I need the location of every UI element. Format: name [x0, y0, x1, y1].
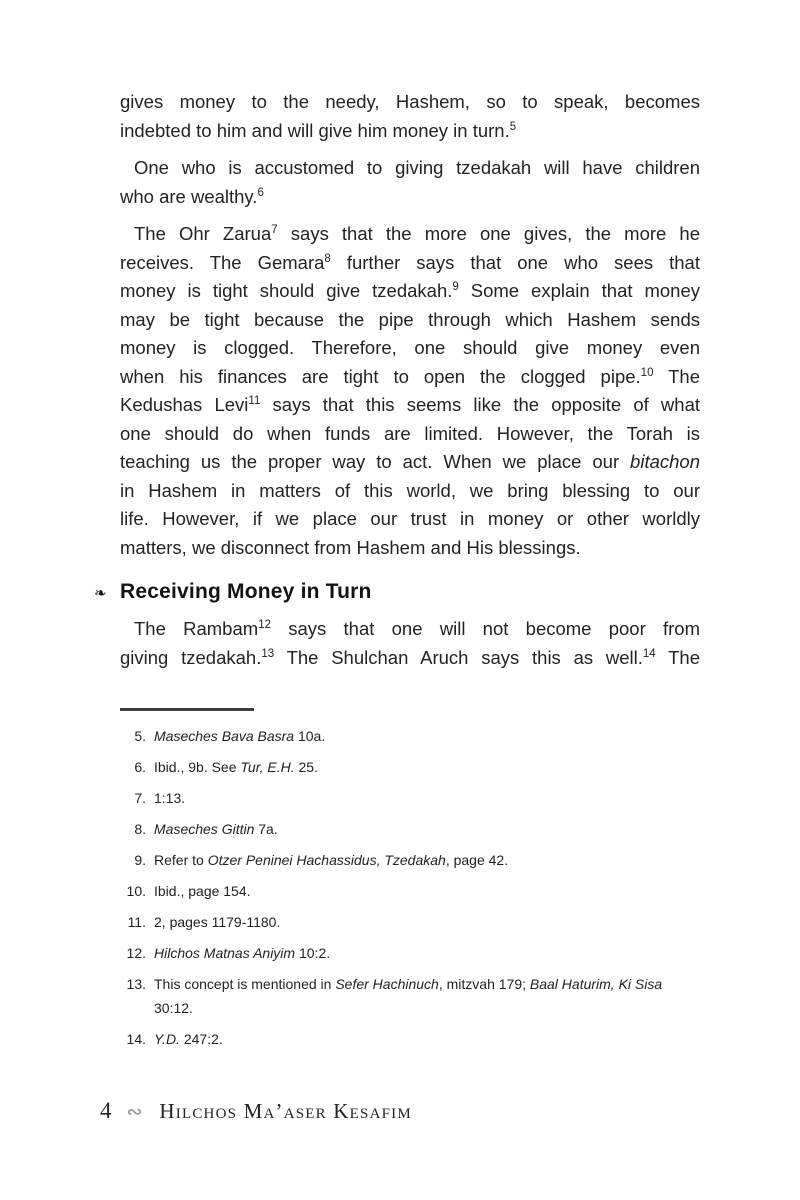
text-line [120, 477, 700, 506]
body-paragraph [120, 220, 700, 562]
footnote-item [120, 941, 712, 965]
footnote-line [154, 786, 185, 810]
text-run: who are wealthy. [120, 185, 258, 207]
footnote-item [120, 972, 712, 1020]
text-run: life. However, if we place our trust in money or other worldly [120, 508, 700, 529]
text-run: The [655, 646, 700, 668]
footnote-ref: 6 [257, 186, 264, 199]
footnote-ref: 12 [258, 618, 271, 631]
footnote-number: 14. [126, 1030, 146, 1047]
footnote-ref: 11 [248, 394, 261, 407]
footnote-number: 8. [134, 820, 146, 837]
text-line [120, 615, 700, 644]
footnote-separator [120, 708, 254, 711]
footnote-ref: 7 [271, 223, 278, 236]
footnote-line [154, 724, 325, 748]
footnote-number: 12. [126, 944, 146, 961]
text-line [120, 220, 700, 249]
text-run: receives. The Gemara [120, 251, 325, 273]
footnote-text [154, 755, 318, 779]
text-line [120, 277, 700, 306]
text-line [120, 306, 700, 335]
footnote-item [120, 786, 712, 810]
swash-ornament-icon: ∾ [126, 1101, 143, 1123]
footnote-item [120, 817, 712, 841]
text-line [120, 505, 700, 534]
footnote-number: 5. [134, 727, 146, 744]
footnote-line [154, 996, 662, 1020]
text-run: The [653, 365, 701, 387]
italic-text: Maseches Gittin [154, 820, 255, 837]
text-line [120, 249, 700, 278]
footnote-line [154, 941, 330, 965]
text-line [120, 183, 700, 212]
italic-text: Sefer Hachinuch [335, 975, 439, 992]
footnote-ref: 8 [324, 252, 331, 265]
text-line [120, 88, 700, 117]
footnote-text [154, 879, 251, 903]
text-run: in Hashem in matters of this world, we bring blessing to our [120, 479, 700, 501]
text-line [120, 644, 700, 673]
italic-text: Hilchos Matnas Aniyim [154, 944, 296, 961]
text-run: matters, we disconnect from Hashem and His blessings. [120, 536, 581, 558]
footnote-line [154, 848, 508, 872]
text-run: money is clogged. Therefore, one should give money even [120, 337, 700, 358]
text-run: 10a. [294, 727, 326, 744]
text-run: Some explain that money [458, 280, 700, 301]
page-number: 4 [100, 1098, 112, 1123]
text-run: Ibid., page 154. [154, 882, 251, 899]
text-run: one should do when funds are limited. However, the Torah is [120, 422, 700, 444]
footnotes-section [120, 708, 712, 1058]
text-line [120, 117, 700, 146]
text-run: 25. [294, 758, 318, 775]
footnote-line [154, 910, 280, 934]
section-heading: Receiving Money in Turn [120, 580, 372, 603]
footnote-text [154, 817, 278, 841]
footnote-number: 9. [134, 851, 146, 868]
text-run: further says that one who sees that [330, 251, 700, 273]
text-run: indebted to him and will give him money in turn. [120, 119, 510, 141]
footnote-line [154, 879, 251, 903]
footnote-text [154, 972, 662, 1020]
section-heading-row [94, 580, 700, 604]
italic-text: Tur, E.H. [240, 758, 295, 775]
italic-text: bitachon [630, 451, 700, 472]
body-paragraph [120, 615, 700, 672]
footnote-ref: 14 [642, 647, 656, 660]
page-footer [100, 1098, 412, 1124]
text-run: The Shulchan Aruch says this as well. [274, 646, 643, 668]
text-run: One who is accustomed to giving tzedakah will have children [134, 157, 700, 178]
text-run: may be tight because the pipe through which Hashem sends [120, 308, 700, 330]
text-run: says that the more one gives, the more he [277, 223, 700, 244]
book-title: Hilchos Ma’aser Kesafim [159, 1099, 412, 1123]
text-line [120, 363, 700, 392]
footnote-ref: 9 [452, 280, 459, 293]
footnote-line [154, 755, 318, 779]
text-run: Refer to [154, 851, 208, 868]
footnote-line [154, 1027, 223, 1051]
text-line [120, 391, 700, 420]
footnote-number: 7. [134, 789, 146, 806]
text-line [120, 448, 700, 477]
text-run: This concept is mentioned in [154, 975, 336, 992]
footnote-text [154, 724, 325, 748]
text-run: when his finances are tight to open the clogged pipe. [120, 365, 641, 387]
footnote-item [120, 910, 712, 934]
footnote-item [120, 1027, 712, 1051]
footnote-line [154, 972, 662, 996]
text-line [120, 334, 700, 363]
footnote-item [120, 724, 712, 748]
text-run: Ibid., 9b. See [154, 758, 241, 775]
footnote-list [120, 724, 712, 1051]
italic-text: Maseches Bava Basra [154, 727, 295, 744]
text-run: , mitzvah 179; [438, 975, 530, 992]
text-run: 2, pages 1179-1180. [154, 913, 281, 930]
text-run: money is tight should give tzedakah. [120, 280, 453, 301]
footnote-item [120, 755, 712, 779]
text-run: 10:2. [295, 944, 331, 961]
footnote-number: 13. [126, 975, 146, 992]
text-run: , page 42. [445, 851, 509, 868]
fleuron-icon: ❧ [94, 584, 107, 602]
text-line [120, 154, 700, 183]
footnote-text [154, 910, 280, 934]
text-run: 7a. [254, 820, 278, 837]
text-run: 247:2. [179, 1030, 223, 1047]
text-run: The Rambam [134, 618, 259, 639]
text-run: giving tzedakah. [120, 646, 262, 668]
text-run: teaching us the proper way to act. When we place our [120, 451, 631, 472]
footnote-ref: 5 [509, 120, 517, 133]
footnote-line [154, 817, 278, 841]
italic-text: Y.D. [154, 1030, 180, 1047]
body-text [94, 88, 701, 681]
footnote-item [120, 879, 712, 903]
footnote-text [154, 848, 508, 872]
text-run: says that one will not become poor from [270, 618, 700, 639]
italic-text: Baal Haturim, Ki Sisa [529, 975, 663, 992]
footnote-number: 11. [127, 913, 146, 930]
footnote-item [120, 848, 712, 872]
footnote-number: 10. [126, 882, 146, 899]
text-line [120, 420, 700, 449]
text-run: Kedushas Levi [120, 394, 249, 415]
footnote-text [154, 1027, 223, 1051]
text-line [120, 534, 700, 563]
body-paragraph [120, 154, 700, 211]
body-paragraph [120, 88, 700, 145]
footnote-text [154, 941, 330, 965]
text-run: 1:13. [154, 789, 186, 806]
footnote-ref: 10 [640, 366, 654, 379]
footnote-text [154, 786, 185, 810]
footnote-number: 6. [134, 758, 146, 775]
italic-text: Otzer Peninei Hachassidus, Tzedakah [207, 851, 446, 868]
text-run: The Ohr Zarua [134, 223, 272, 244]
text-run: gives money to the needy, Hashem, so to speak, becomes [120, 91, 700, 112]
text-run: 30:12. [154, 999, 193, 1016]
text-run: says that this seems like the opposite of what [260, 394, 700, 415]
footnote-ref: 13 [261, 647, 275, 660]
